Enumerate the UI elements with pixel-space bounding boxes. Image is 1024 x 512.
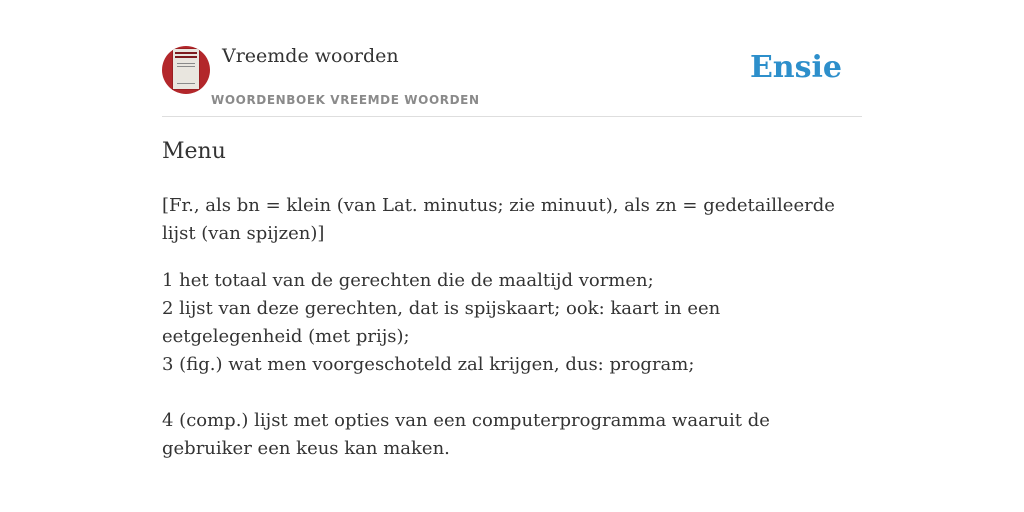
- book-subtitle-line: [177, 63, 195, 64]
- book-title-line: [175, 56, 197, 58]
- definition-item: 2 lijst van deze gerechten, dat is spijskaart; ook: kaart in een eetgelegenheid (met prijs);: [162, 298, 721, 347]
- book-subtitle-line: [177, 66, 195, 67]
- site-title-link[interactable]: Vreemde woorden: [222, 45, 399, 67]
- site-header: [162, 0, 862, 117]
- entry-title: Menu: [162, 139, 226, 164]
- brand-logo-link[interactable]: Ensie: [749, 50, 842, 85]
- content-column: [162, 0, 862, 459]
- book-footer-line: [177, 83, 195, 84]
- book-cover: [173, 49, 199, 89]
- definition-item: 1 het totaal van de gerechten die de maaltijd vormen;: [162, 270, 654, 291]
- entry-definitions: [162, 267, 862, 463]
- dictionary-book-cover-icon[interactable]: [162, 46, 210, 94]
- definition-spacer: [162, 379, 862, 407]
- site-subtitle: WOORDENBOEK VREEMDE WOORDEN: [211, 93, 480, 107]
- entry-etymology: [Fr., als bn = klein (van Lat. minutus; zie minuut), als zn = gedetailleerde lijst (van spijzen)]: [162, 195, 835, 244]
- definition-item: 3 (fig.) wat men voorgeschoteld zal krijgen, dus: program;: [162, 354, 695, 375]
- book-title-line: [175, 52, 197, 54]
- definition-item: 4 (comp.) lijst met opties van een computerprogramma waaruit de gebruiker een keus kan maken.: [162, 410, 770, 459]
